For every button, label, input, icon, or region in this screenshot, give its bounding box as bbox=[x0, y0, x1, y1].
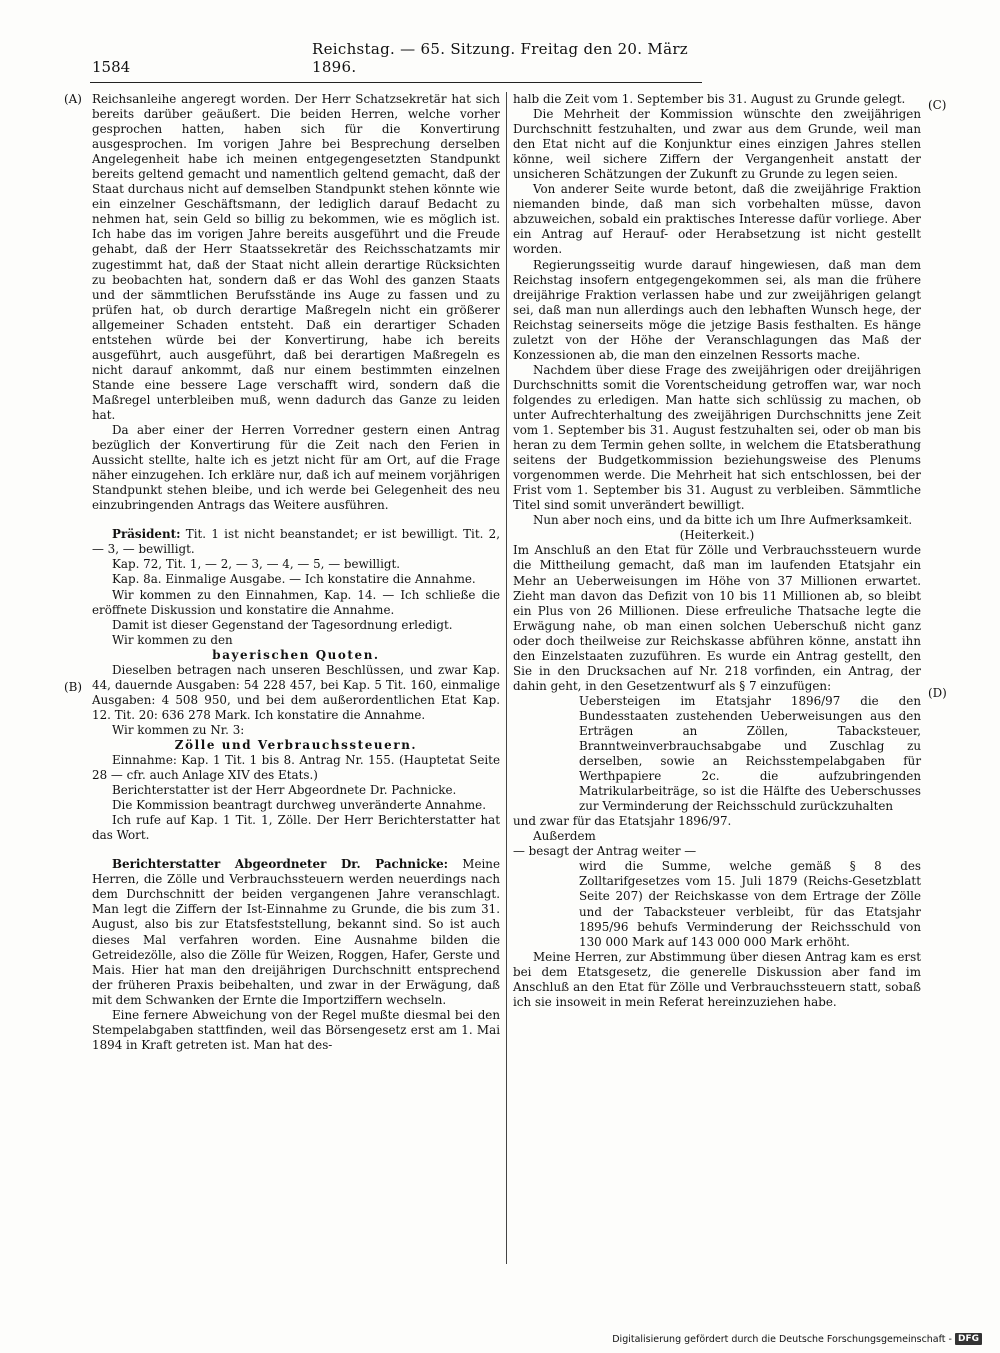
paragraph: Wir kommen zu Nr. 3: bbox=[112, 722, 245, 737]
paragraph: Berichterstatter ist der Herr Abgeordnete Dr. Pachnicke. bbox=[112, 783, 457, 798]
page-header bbox=[92, 40, 702, 78]
quoted-motion: wird die Summe, welche gemäß § 8 des Zolltarifgesetzes vom 15. Juli 1879 (Reichs-Gesetzblatt Seite 207) der Reichskasse von dem Ertrage der Zölle und der Tabacksteuer verbleibt, für das Etatsjahr 1895/96 behufs Verminderung der Reichsschuld von 130 000 Mark auf 143 000 000 Mark erhöht. bbox=[579, 859, 921, 949]
paragraph-spacer bbox=[92, 843, 500, 857]
left-column bbox=[92, 92, 500, 1053]
margin-marker-a: (A) bbox=[64, 92, 82, 106]
margin-marker-d: (D) bbox=[928, 686, 947, 700]
paragraph: Damit ist dieser Gegenstand der Tagesordnung erledigt. bbox=[112, 617, 453, 632]
paragraph bbox=[92, 527, 500, 557]
header-rule bbox=[90, 82, 702, 83]
paragraph: Die Kommission beantragt durchweg unveränderte Annahme. bbox=[112, 798, 486, 813]
paragraph: und zwar für das Etatsjahr 1896/97. bbox=[513, 814, 732, 829]
column-separator bbox=[506, 92, 507, 1264]
speaker-name: Präsident: bbox=[112, 527, 181, 542]
paragraph: Die Mehrheit der Kommission wünschte den zweijährigen Durchschnitt festzuhalten, und zwar aus dem Grunde, weil man den Etat nicht auf die Konjunktur eines einzigen Jahres stellen könne, weil sichere Ziffern der Vergangenheit anstatt der unsicheren Schätzungen der Zukunft zu Grunde zu legen seien. bbox=[513, 107, 921, 182]
interjection: (Heiterkeit.) bbox=[679, 528, 755, 543]
paragraph: Kap. 72, Tit. 1, — 2, — 3, — 4, — 5, — bewilligt. bbox=[112, 557, 401, 572]
paragraph-spacer bbox=[92, 513, 500, 527]
paragraph: Kap. 8a. Einmalige Ausgabe. — Ich konstatire die Annahme. bbox=[112, 572, 476, 587]
paragraph: Außerdem bbox=[533, 829, 596, 844]
paragraph: Nun aber noch eins, und da bitte ich um Ihre Aufmerksamkeit. bbox=[533, 513, 913, 528]
quoted-motion: Uebersteigen im Etatsjahr 1896/97 die den Bundesstaaten zustehenden Ueberweisungen aus den Erträgen an Zöllen, Tabacksteuer, Branntweinverbrauchsabgabe und Zuschlag zu derselben, sowie an Reichsstempelabgaben für Werthpapiere 2c. die aufzubringenden Matrikularbeiträge, so ist die Hälfte des Ueberschusses zur Verminderung der Reichsschuld zurückzuhalten bbox=[579, 693, 921, 814]
paragraph: Da aber einer der Herren Vorredner gestern einen Antrag bezüglich der Konvertirung für die Zeit nach den Ferien in Aussicht stellte, halte ich es jetzt nicht für am Ort, auf die Frage näher einzugehen. Ich erkläre nur, daß ich auf meinem vorjährigen Standpunkt stehen bleibe, und ich werde bei Gelegenheit des neu einzubringenden Antrags das Weitere ausführen. bbox=[92, 423, 500, 513]
paragraph: Im Anschluß an den Etat für Zölle und Verbrauchssteuern wurde die Mittheilung gemacht, daß man im laufenden Etatsjahr ein Mehr an Ueberweisungen im Höhe von 37 Millionen erwartet. Zieht man davon das Defizit von 10 bis 11 Millionen ab, so bleibt ein Plus von 26 Millionen. Diese erfreuliche Thatsache legte die Erwägung nahe, ob man einen solchen Ueberschuß nicht ganz oder doch theilweise zur Reichskasse abführen könne, anstatt ihn den Einzelstaaten zuzuführen. Es wurde ein Antrag gestellt, den Sie in den Drucksachen auf Nr. 218 vorfinden, ein Antrag, der dahin geht, in den Gesetzentwurf als § 7 einzufügen: bbox=[513, 543, 921, 693]
paragraph: Eine fernere Abweichung von der Regel mußte diesmal bei den Stempelabgaben stattfinden, weil das Börsengesetz erst am 1. Mai 1894 in Kraft getreten ist. Man hat des- bbox=[92, 1007, 500, 1052]
section-heading: Zölle und Verbrauchssteuern. bbox=[174, 737, 418, 752]
margin-marker-c: (C) bbox=[928, 98, 947, 112]
paragraph: halb die Zeit vom 1. September bis 31. August zu Grunde gelegt. bbox=[513, 92, 906, 106]
paragraph: Von anderer Seite wurde betont, daß die zweijährige Fraktion niemanden binde, daß man sich vorbehalten müsse, davon abzuweichen, sobald ein praktisches Interesse dafür vorliege. Aber ein Antrag auf Herauf- oder Herabsetzung ist nicht gestellt worden. bbox=[513, 182, 921, 257]
paragraph: Reichsanleihe angeregt worden. Der Herr Schatzsekretär hat sich bereits darüber geäußert. Die beiden Herren, welche vorher gesprochen hatten, haben sich für die Konvertirung ausgesprochen. Im vorigen Jahre bei Besprechung derselben Angelegenheit habe ich meinen entgegengesetzten Standpunkt bereits geltend gemacht und namentlich geltend gemacht, daß der Staat durchaus nicht auf demselben Standpunkt stehen könnte wie ein einzelner Geschäftsmann, der lediglich darauf Bedacht zu nehmen hat, sein Geld so billig zu bekommen, wie es möglich ist. Ich habe das im vorigen Jahre bereits ausgeführt und die Freude gehabt, daß der Herr Staatssekretär des Reichsschatzamts mir zugestimmt hat, daß der Staat nicht allein derartige Rücksichten zu beobachten hat, sondern daß er das Wohl des ganzen Staats und der sämmtlichen Berufsstände ins Auge zu fassen und zu prüfen hat, ob durch derartige Maßregeln nicht ein größerer allgemeiner Schaden entsteht. Daß ein derartiger Schaden entstehen würde bei der Konvertirung, habe ich bereits ausgeführt, auch ausgeführt, daß bei derartigen Maßregeln es nicht darauf ankommt, daß nur einem bestimmten einzelnen Stande eine bessere Lage verschafft wird, sondern daß die Maßregel unterbleiben muß, wenn dadurch das Ganze zu leiden hat. bbox=[92, 92, 500, 422]
paragraph: Einnahme: Kap. 1 Tit. 1 bis 8. Antrag Nr. 155. (Hauptetat Seite 28 — cfr. auch Anlage XIV des Etats.) bbox=[92, 753, 500, 783]
footer-credit bbox=[612, 1333, 982, 1345]
paragraph: Wir kommen zu den Einnahmen, Kap. 14. — Ich schließe die eröffnete Diskussion und konstatire die Annahme. bbox=[92, 587, 500, 617]
speaker-name: Berichterstatter Abgeordneter Dr. Pachnicke: bbox=[112, 857, 449, 872]
paragraph: — besagt der Antrag weiter — bbox=[513, 844, 697, 859]
page-number: 1584 bbox=[92, 58, 131, 76]
running-title: Reichstag. — 65. Sitzung. Freitag den 20. März 1896. bbox=[312, 40, 688, 76]
speech-text: Meine Herren, die Zölle und Verbrauchssteuern werden neuerdings nach dem Durchschnitt der beiden vergangenen Jahre veranschlagt. Man legt die Ziffern der Ist-Einnahme zu Grunde, die bis zum 31. August, also bis zur Etatsfeststellung, bekannt sind. So ist auch dieses Mal verfahren worden. Eine Ausnahme bilden die Getreidezölle, also die Zölle für Weizen, Roggen, Hafer, Gerste und Mais. Hier hat man den dreijährigen Durchschnitt entsprechend der früheren Praxis beibehalten, und zwar in der Erwägung, daß mit dem Schwanken der Ernte die Importziffern wechseln. bbox=[92, 857, 500, 1007]
speech-text: Tit. 1 ist nicht beanstandet; er ist bewilligt. Tit. 2, — 3, — bewilligt. bbox=[92, 527, 500, 557]
paragraph: Regierungsseitig wurde darauf hingewiesen, daß man dem Reichstag insofern entgegengekommen sei, als man die frühere dreijährige Fraktion verlassen habe und zur zweijährigen gelangt sei, daß man nun allerdings auch den lebhaften Wunsch hege, der Reichstag seinerseits möge die jetzige Basis festhalten. Es hänge zuletzt von der Höhe der Veranschlagungen das Maß der Konzessionen ab, die man den einzelnen Ressorts mache. bbox=[513, 257, 921, 362]
footer-credit-text: Digitalisierung gefördert durch die Deutsche Forschungsgemeinschaft - bbox=[612, 1333, 952, 1345]
dfg-logo: DFG bbox=[955, 1333, 982, 1345]
section-heading: bayerischen Quoten. bbox=[212, 647, 380, 662]
right-column bbox=[513, 92, 921, 1010]
margin-marker-b: (B) bbox=[64, 680, 83, 694]
paragraph: Meine Herren, zur Abstimmung über diesen Antrag kam es erst bei dem Etatsgesetz, die generelle Diskussion aber fand im Anschluß an den Etat für Zölle und Verbrauchssteuern statt, sobaß ich sie insoweit in mein Referat hereinzuziehen habe. bbox=[513, 949, 921, 1009]
paragraph bbox=[92, 857, 500, 1007]
paragraph: Dieselben betragen nach unseren Beschlüssen, und zwar Kap. 44, dauernde Ausgaben: 54 228 457, bei Kap. 5 Tit. 160, einmalige Ausgaben: 4 508 950, und bei dem außerordentlichen Etat Kap. 12. Tit. 20: 636 278 Mark. Ich konstatire die Annahme. bbox=[92, 662, 500, 722]
paragraph: Nachdem über diese Frage des zweijährigen oder dreijährigen Durchschnitts somit die Vorentscheidung getroffen war, war noch folgendes zu erledigen. Man hatte sich schlüssig zu machen, ob unter Aufrechterhaltung des zweijährigen Durchschnitts jene Zeit vom 1. September bis 31. August festzuhalten sei, oder ob man bis heran zu dem Termin gehen sollte, in welchem die Etatsberathung seitens der Budgetkommission beziehungsweise des Plenums vorgenommen werde. Die Mehrheit hat sich entschlossen, bei der Frist vom 1. September bis 31. August zu verbleiben. Sämmtliche Titel sind somit unverändert bewilligt. bbox=[513, 362, 921, 513]
paragraph: Ich rufe auf Kap. 1 Tit. 1, Zölle. Der Herr Berichterstatter hat das Wort. bbox=[92, 813, 500, 843]
paragraph: Wir kommen zu den bbox=[112, 632, 233, 647]
